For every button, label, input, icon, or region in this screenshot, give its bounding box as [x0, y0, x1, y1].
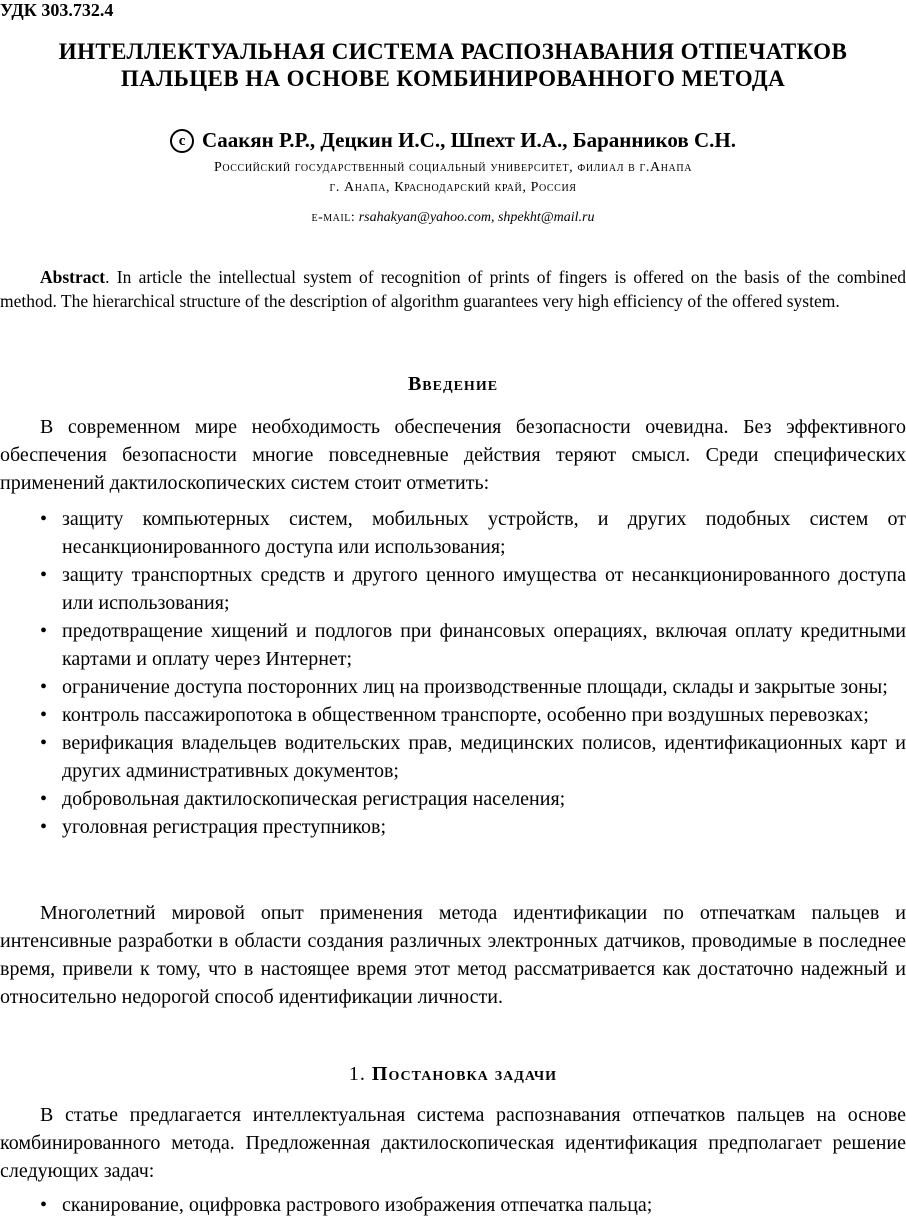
affiliation-line-1: Российский государственный социальный университет, филиал в г.Анапа: [213, 160, 693, 175]
list-item: [0, 701, 906, 729]
bullet-icon: •: [40, 788, 48, 810]
section-title: Постановка задачи: [371, 1063, 558, 1085]
bullet-icon: •: [40, 620, 48, 642]
affiliation-line-2: г. Анапа, Краснодарский край, Россия: [329, 180, 577, 195]
bullet-icon: •: [40, 704, 48, 726]
bullet-icon: •: [40, 508, 48, 530]
bullet-icon: •: [40, 1194, 48, 1216]
paper-title: ИНТЕЛЛЕКТУАЛЬНАЯ СИСТЕМА РАСПОЗНАВАНИЯ ОТПЕЧАТКОВ ПАЛЬЦЕВ НА ОСНОВЕ КОМБИНИРОВАННОГО МЕТОДА: [58, 39, 848, 91]
udk-code: УДК 303.732.4: [0, 0, 114, 20]
section-1-heading: [0, 1062, 906, 1086]
email-addresses: rsahakyan@yahoo.com, shpekht@mail.ru: [358, 210, 595, 225]
list-item-text: уголовная регистрация преступников;: [62, 816, 387, 838]
list-item-text: защиту транспортных средств и другого ценного имущества от несанкционированного доступа или использования;: [62, 564, 906, 614]
bullet-icon: •: [40, 732, 48, 754]
list-item: [0, 505, 906, 561]
list-item: [0, 729, 906, 785]
intro-heading: Введение: [407, 373, 499, 395]
list-item-text: добровольная дактилоскопическая регистрация населения;: [62, 788, 566, 810]
abstract-text: . In article the intellectual system of recognition of prints of fingers is offered on the basis of the combined method. The hierarchical structure of the description of algorithm guarantees very high efficiency of the offered system.: [0, 267, 906, 311]
bullet-icon: •: [40, 564, 48, 586]
list-item-text: предотвращение хищений и подлогов при финансовых операциях, включая оплату кредитными картами и оплату через Интернет;: [62, 620, 906, 670]
bullet-icon: •: [40, 816, 48, 838]
list-item: [0, 1191, 906, 1219]
list-item: [0, 673, 906, 701]
list-item: [0, 813, 906, 841]
section-number: 1.: [348, 1063, 366, 1085]
intro-conclusion: Многолетний мировой опыт применения метода идентификации по отпечаткам пальцев и интенсивные разработки в области создания различных электронных датчиков, проводимые в последнее время, привели к тому, что в настоящее время этот метод рассматривается как достаточно надежный и относительно недорогой способ идентификации личности.: [0, 902, 906, 1008]
authors-line: [0, 127, 906, 153]
list-item: [0, 785, 906, 813]
section-1-paragraph: В статье предлагается интеллектуальная система распознавания отпечатков пальцев на основе комбинированного метода. Предложенная дактилоскопическая идентификация предполагает решение следующих задач:: [0, 1104, 906, 1182]
list-item-text: контроль пассажиропотока в общественном транспорте, особенно при воздушных перевозках;: [62, 704, 869, 726]
list-item-text: защиту компьютерных систем, мобильных устройств, и других подобных систем от несанкционированного доступа или использования;: [62, 508, 906, 558]
list-item: [0, 617, 906, 673]
email-line: [0, 209, 906, 227]
copyright-icon: c: [170, 129, 194, 153]
section-1-bullet-list: [0, 1191, 906, 1219]
bullet-icon: •: [40, 676, 48, 698]
list-item-text: верификация владельцев водительских прав, медицинских полисов, идентификационных карт и других административных документов;: [62, 732, 906, 782]
intro-paragraph: В современном мире необходимость обеспечения безопасности очевидна. Без эффективного обеспечения безопасности многие повседневные действия теряют смысл. Среди специфических применений дактилоскопических систем стоит отметить:: [0, 416, 906, 494]
author-names: Саакян Р.Р., Децкин И.С., Шпехт И.А., Баранников С.Н.: [202, 128, 736, 152]
abstract-label: Abstract: [40, 267, 106, 287]
list-item-text: ограничение доступа посторонних лиц на производственные площади, склады и закрытые зоны;: [62, 676, 888, 698]
email-label: e-mail:: [311, 210, 356, 225]
list-item: [0, 561, 906, 617]
list-item-text: сканирование, оцифровка растрового изображения отпечатка пальца;: [62, 1194, 653, 1216]
intro-bullet-list: [0, 505, 906, 841]
abstract: [0, 266, 906, 313]
